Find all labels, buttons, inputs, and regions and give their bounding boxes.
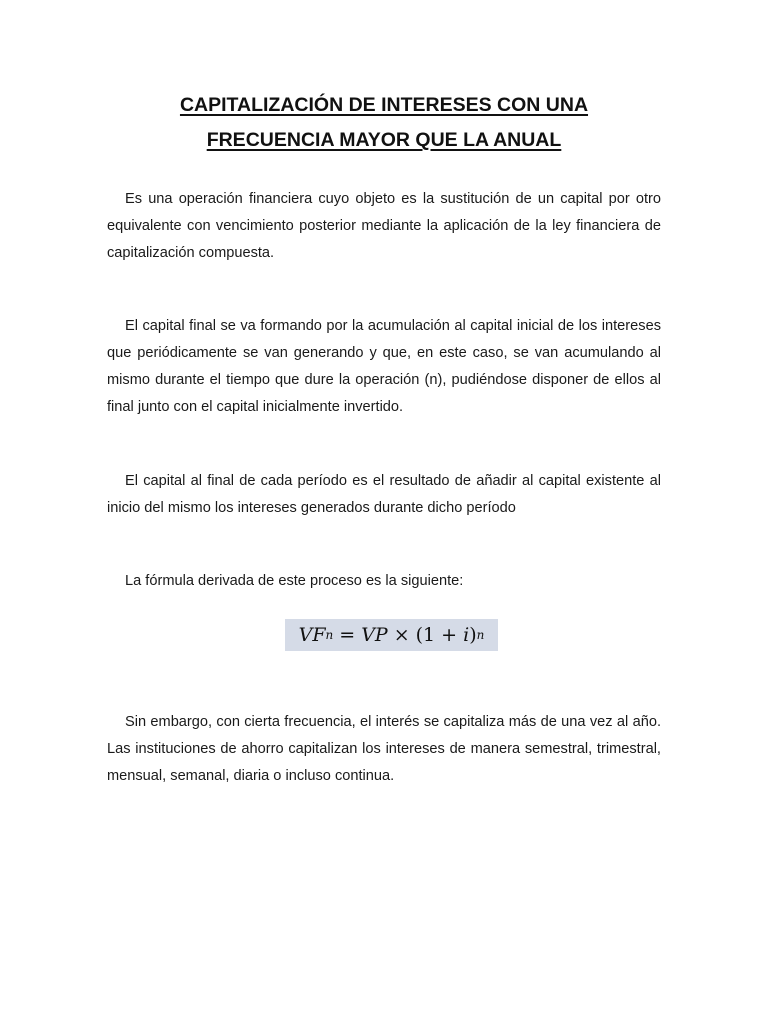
title-line-2: FRECUENCIA MAYOR QUE LA ANUAL xyxy=(206,129,562,151)
paragraph-4-text: La fórmula derivada de este proceso es la siguiente: xyxy=(125,573,464,589)
formula-equals: = xyxy=(339,624,356,646)
paragraph-3-text: El capital al final de cada período es el resultado de añadir al capital existente al inicio del mismo los intereses generados durante dicho período xyxy=(107,473,661,516)
paragraph-2-text: El capital final se va formando por la acumulación al capital inicial de los intereses que periódicamente se van generando y que, en este caso, se van acumulando al mismo durante el tiempo que dure la operación (n), pudiéndose disponer de ellos al final junto con el capital inicialmente invertido. xyxy=(107,318,661,415)
paragraph-1-text: Es una operación financiera cuyo objeto es la sustitución de un capital por otro equivalente con vencimiento posterior mediante la aplicación de la ley financiera de capitalización compuesta. xyxy=(107,191,661,261)
formula-paren-close: ) xyxy=(469,624,477,646)
formula-exponent: n xyxy=(476,628,485,642)
paragraph-5 xyxy=(107,709,661,790)
formula-times: × xyxy=(393,624,410,646)
paragraph-2 xyxy=(107,313,661,421)
paragraph-1 xyxy=(107,186,661,267)
paragraph-4 xyxy=(107,568,661,595)
formula-rate: i xyxy=(463,624,470,646)
paragraph-5-text: Sin embargo, con cierta frecuencia, el interés se capitaliza más de una vez al año. Las instituciones de ahorro capitalizan los intereses de manera semestral, trimestral, mensual, semanal, diaria o incluso continua. xyxy=(107,714,661,784)
title-line-1: CAPITALIZACIÓN DE INTERESES CON UNA xyxy=(179,94,589,116)
formula-box xyxy=(285,619,498,651)
formula-paren-open: (1 + xyxy=(415,624,464,646)
formula-lhs: VF xyxy=(298,624,326,646)
document-title xyxy=(0,88,768,158)
paragraph-3 xyxy=(107,468,661,522)
formula-vp: VP xyxy=(361,624,388,646)
formula-lhs-subscript: n xyxy=(325,628,334,642)
